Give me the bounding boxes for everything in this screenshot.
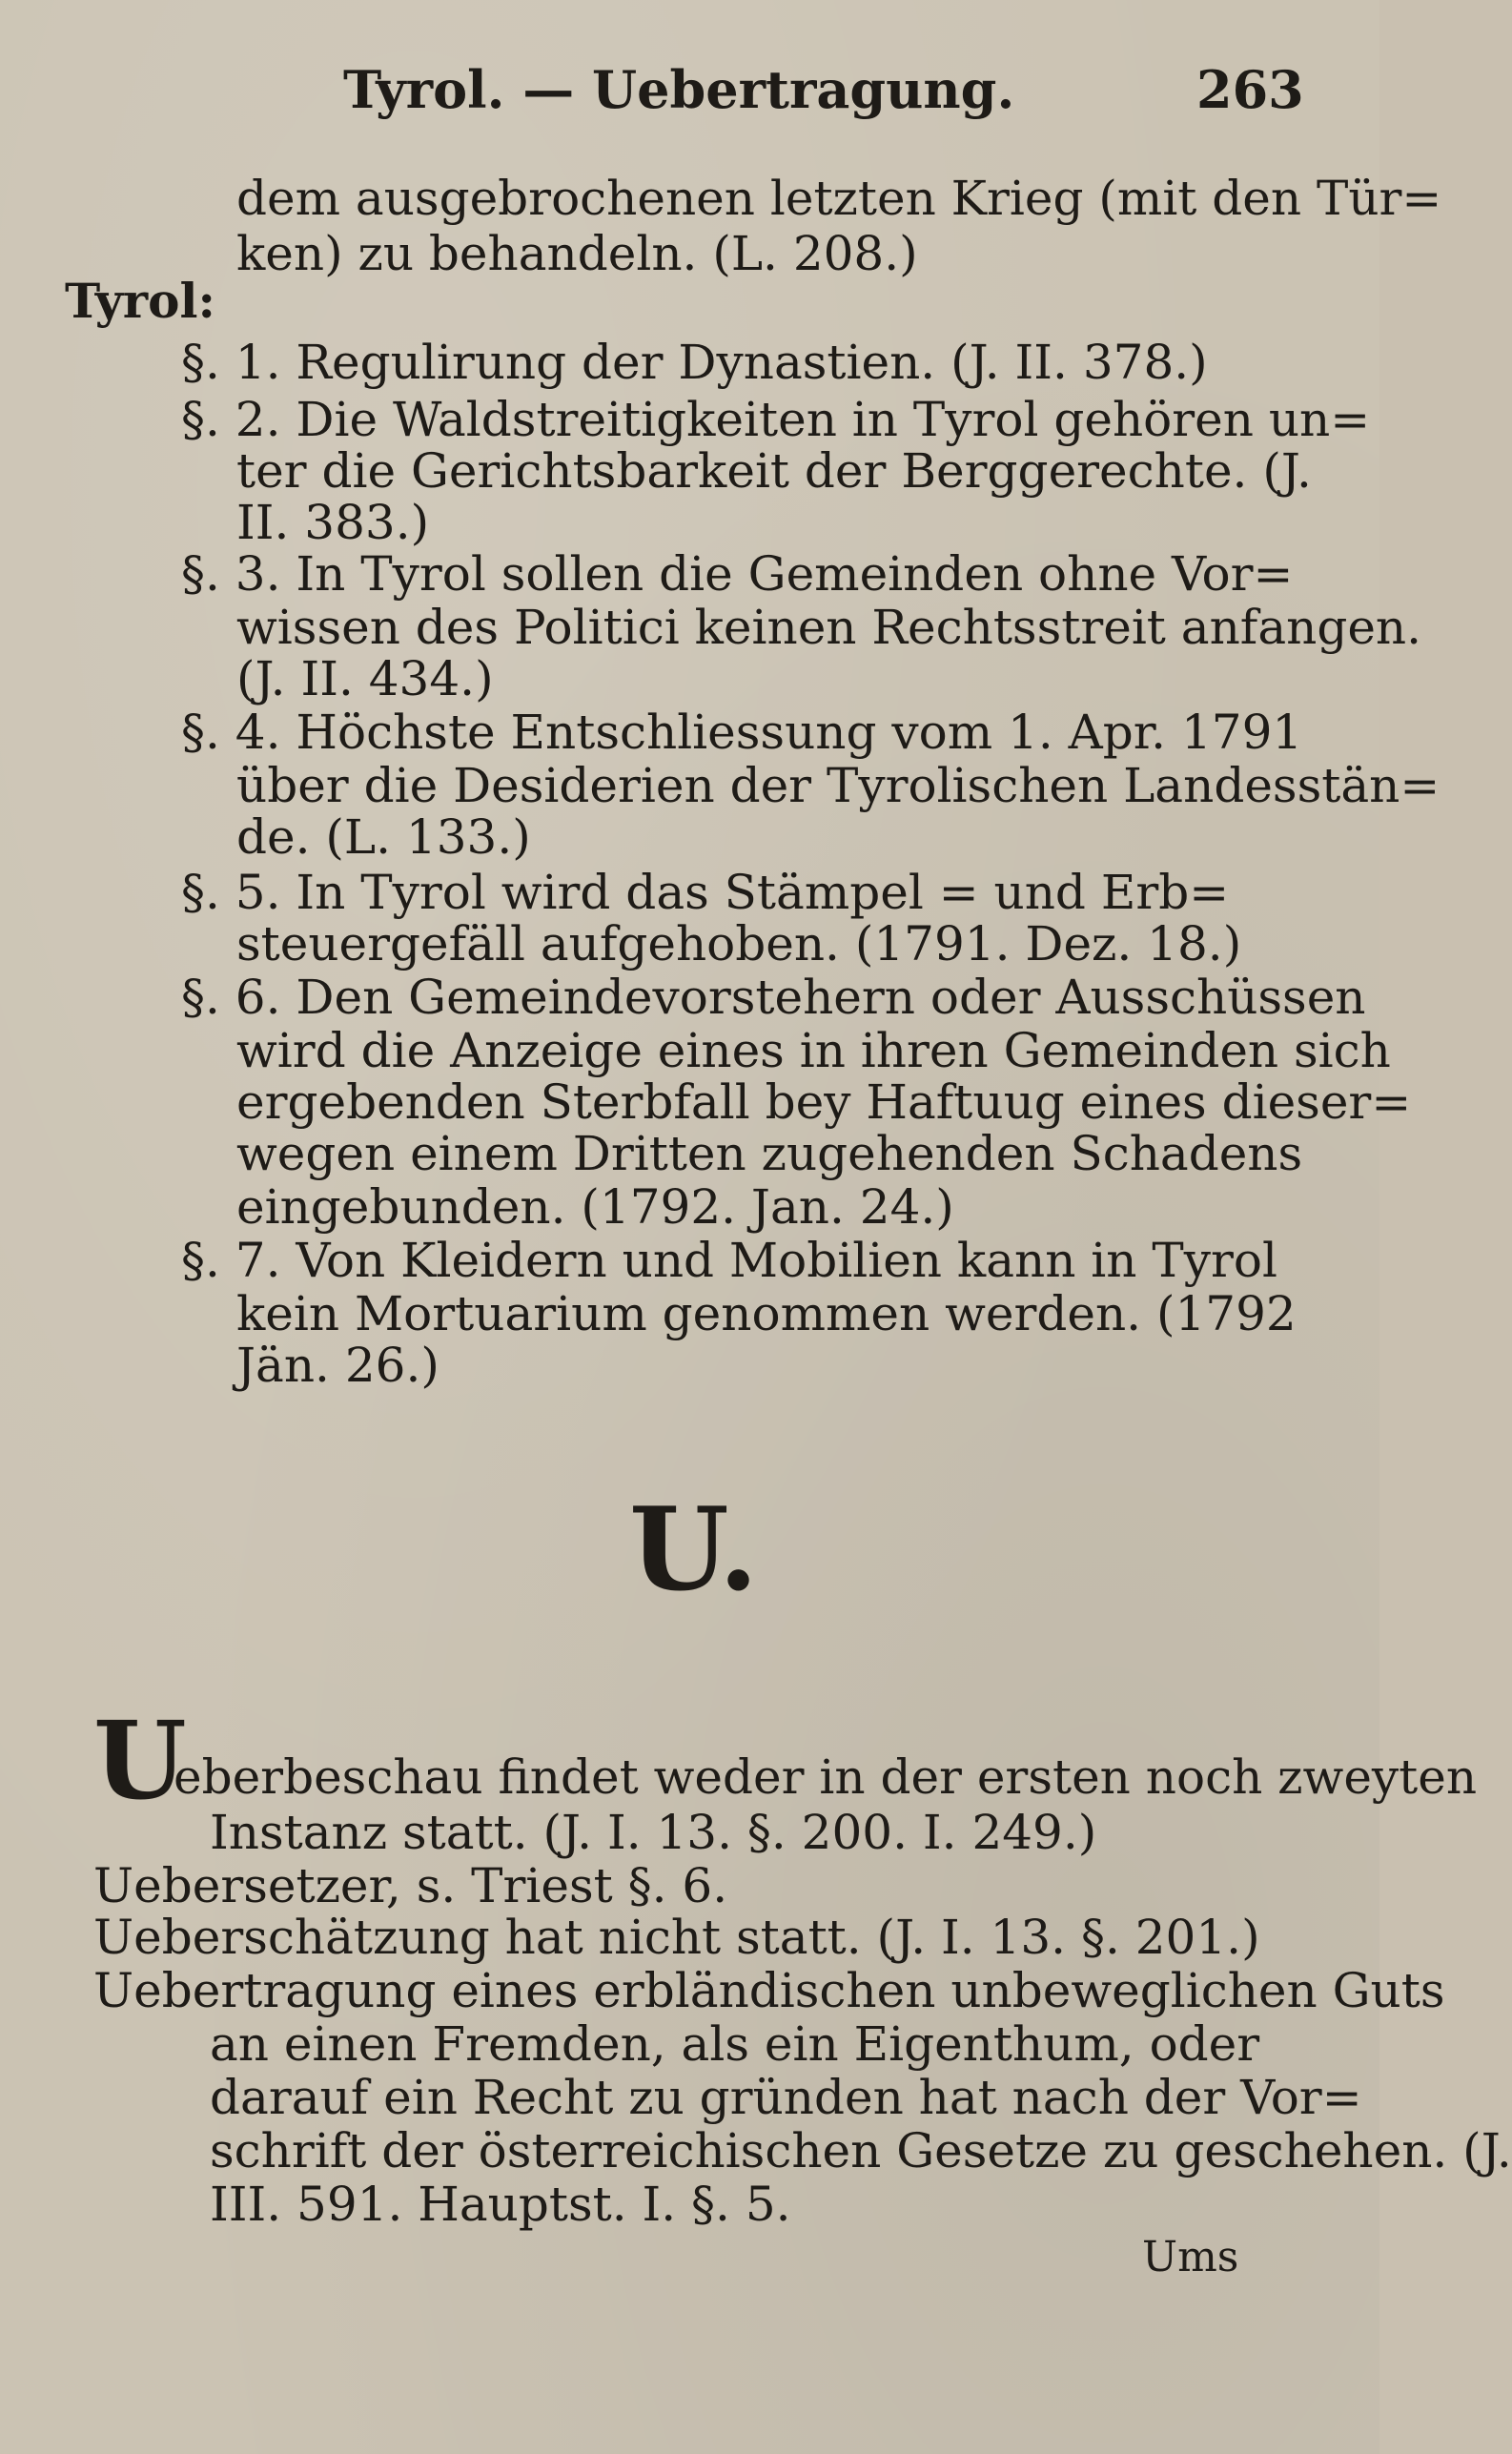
page-number: 263 bbox=[1196, 59, 1304, 120]
catchword: Ums bbox=[1142, 2233, 1239, 2281]
text-line: eberbeschau findet weder in der ersten noch zweyten bbox=[174, 1749, 1478, 1805]
text-line: Instanz statt. (J. I. 13. §. 200. I. 249.) bbox=[210, 1805, 1097, 1860]
paragraph-entry: §. 2. Die Waldstreitigkeiten in Tyrol gehören un= bbox=[181, 392, 1371, 447]
running-header-title: Tyrol. — Uebertragung. bbox=[343, 59, 1015, 120]
entry-heading: Uebersetzer, s. Triest §. 6. bbox=[93, 1858, 728, 1913]
text-line: wissen des Politici keinen Rechtsstreit anfangen. bbox=[236, 600, 1422, 655]
text-line: kein Mortuarium genommen werden. (1792 bbox=[236, 1286, 1297, 1341]
text-line: Jän. 26.) bbox=[236, 1338, 439, 1393]
text-line: an einen Fremden, als ein Eigenthum, oder bbox=[210, 2016, 1260, 2072]
text-line: wird die Anzeige eines in ihren Gemeinden sich bbox=[236, 1023, 1391, 1078]
paragraph-entry: §. 4. Höchste Entschliessung vom 1. Apr. 1791 bbox=[181, 705, 1303, 760]
text-line: (J. II. 434.) bbox=[236, 651, 494, 706]
paragraph-entry: §. 7. Von Kleidern und Mobilien kann in Tyrol bbox=[181, 1233, 1277, 1288]
paragraph-entry: §. 6. Den Gemeindevorstehern oder Ausschüssen bbox=[181, 970, 1366, 1025]
text-line: dem ausgebrochenen letzten Krieg (mit den Tür= bbox=[236, 171, 1442, 226]
paragraph-entry: §. 5. In Tyrol wird das Stämpel = und Erb= bbox=[181, 865, 1230, 920]
entry-heading: Uebertragung eines erbländischen unbeweglichen Guts bbox=[93, 1963, 1445, 2018]
paragraph-entry: §. 3. In Tyrol sollen die Gemeinden ohne Vor= bbox=[181, 546, 1294, 602]
text-line: schrift der österreichischen Gesetze zu geschehen. (J. bbox=[210, 2123, 1512, 2178]
section-heading: Tyrol: bbox=[65, 273, 215, 329]
letter-section-heading: U. bbox=[629, 1483, 759, 1617]
text-line: III. 591. Hauptst. I. §. 5. bbox=[210, 2177, 791, 2232]
paragraph-entry: §. 1. Regulirung der Dynastien. (J. II. 378.) bbox=[181, 335, 1208, 390]
drop-cap: U bbox=[93, 1699, 187, 1824]
text-line: steuergefäll aufgehoben. (1791. Dez. 18.) bbox=[236, 916, 1242, 971]
entry-heading: Ueberschätzung hat nicht statt. (J. I. 13. §. 201.) bbox=[93, 1910, 1260, 1965]
text-line: wegen einem Dritten zugehenden Schadens bbox=[236, 1126, 1303, 1181]
text-line: ter die Gerichtsbarkeit der Berggerechte. (J. bbox=[236, 443, 1312, 499]
text-line: über die Desiderien der Tyrolischen Landesstän= bbox=[236, 758, 1440, 813]
text-line: ergebenden Sterbfall bey Haftuug eines dieser= bbox=[236, 1074, 1412, 1130]
text-line: eingebunden. (1792. Jan. 24.) bbox=[236, 1179, 954, 1235]
text-line: ken) zu behandeln. (L. 208.) bbox=[236, 226, 918, 281]
text-line: darauf ein Recht zu gründen hat nach der Vor= bbox=[210, 2070, 1362, 2125]
text-line: de. (L. 133.) bbox=[236, 809, 531, 865]
text-line: II. 383.) bbox=[236, 495, 430, 550]
